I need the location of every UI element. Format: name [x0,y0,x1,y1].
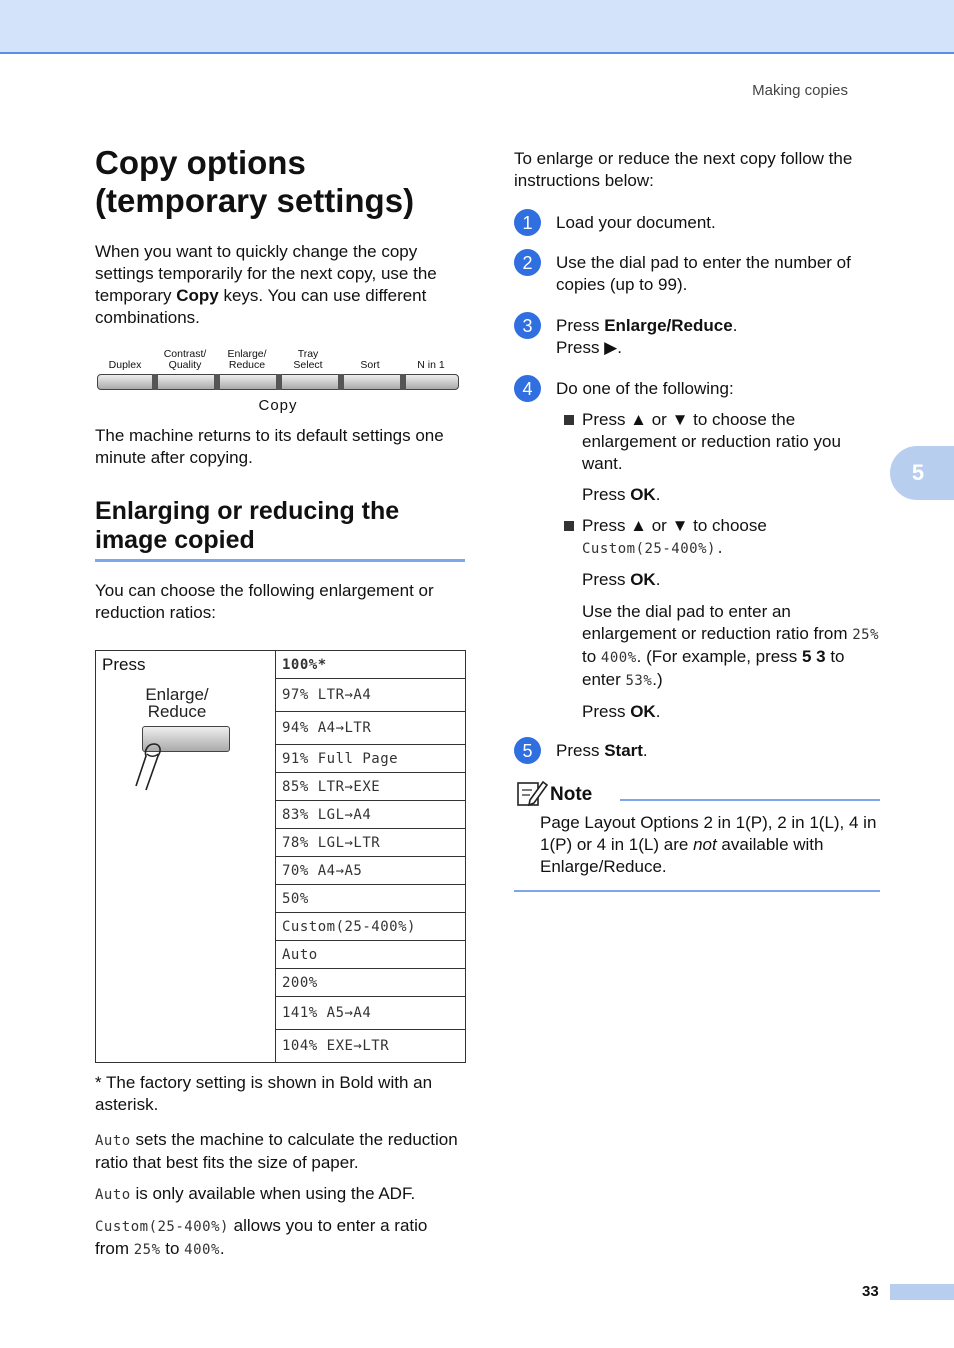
bullet-square-icon [564,415,574,425]
page-number: 33 [862,1283,879,1300]
default-settings-note: The machine returns to its default settings one minute after copying. [95,426,444,467]
step-number-badge: 1 [514,209,541,236]
copy-caption: Copy [258,397,298,414]
option-bullet-1: Press ▲ or ▼ to choose the enlargement or reduction ratio you want. [556,409,880,475]
ratios-intro: You can choose the following enlargement or reduction ratios: [95,581,434,622]
ratio-option: 200% [276,969,466,997]
tray-select-key-label: Tray Select [293,348,323,371]
step-3: 3 Press Enlarge/Reduce. Press ▶. [514,315,880,359]
section-heading: Enlarging or reducing the image copied [95,497,465,562]
ratio-option: Auto [276,941,466,969]
press-label: Press [102,655,146,674]
key-divider [152,374,158,390]
step-4: 4 Do one of the following: [514,378,880,400]
note-pencil-icon [516,778,548,808]
ratio-table [95,650,466,1063]
note-body: Page Layout Options 2 in 1(P), 2 in 1(L), 4 in 1(P) or 4 in 1(L) are not available with Enlarge/Reduce. [514,812,880,892]
step-5: 5 Press Start. [514,740,880,762]
ratio-option: 97% LTR→A4 [276,679,466,712]
key-divider [400,374,406,390]
note-box [514,778,880,892]
instructions-intro: To enlarge or reduce the next copy follow the instructions below: [514,149,853,190]
copy-keys-panel [95,347,461,415]
step-number-badge: 5 [514,737,541,764]
key-divider [276,374,282,390]
note-label: Note [550,784,593,805]
ratio-option: 78% LGL→LTR [276,829,466,857]
enlarge-reduce-illustration [102,686,252,796]
auto-adf-note: Auto is only available when using the ADF. [95,1184,416,1203]
ratio-option: 141% A5→A4 [276,997,466,1030]
dial-pad-instructions: Use the dial pad to enter an enlargement or reduction ratio from 25% to 400%. (For example, press 5 3 to enter 53%.) [582,602,880,689]
press-ok-2: Press OK. [582,570,661,589]
step-number-badge: 4 [514,375,541,402]
intro-paragraph: When you want to quickly change the copy settings temporarily for the next copy, use the temporary Copy keys. You can use different combinations. [95,242,437,327]
button-label-line-1: Enlarge/ [145,685,209,704]
ratio-option: 70% A4→A5 [276,857,466,885]
chapter-tab: 5 [890,446,954,500]
ratio-option: 85% LTR→EXE [276,773,466,801]
running-header: Making copies [752,82,848,99]
press-ok-3: Press OK. [582,702,661,721]
ratio-option: 50% [276,885,466,913]
enlarge-reduce-key-label: Enlarge/ Reduce [227,348,267,371]
n-in-1-key-label: N in 1 [417,359,445,371]
auto-description: Auto sets the machine to calculate the reduction ratio that best fits the size of paper. [95,1130,458,1172]
press-ok-1: Press OK. [582,485,661,504]
ratio-option: 83% LGL→A4 [276,801,466,829]
ratio-option: 100%* [276,651,466,679]
ratio-option: 94% A4→LTR [276,712,466,745]
left-column [95,144,465,1261]
key-divider [214,374,220,390]
step-number-badge: 2 [514,249,541,276]
factory-setting-footnote: * The factory setting is shown in Bold with an asterisk. [95,1073,433,1114]
footer-bar [890,1284,954,1300]
option-bullet-2: Press ▲ or ▼ to choose Custom(25-400%). [556,515,880,560]
finger-press-icon [132,742,172,794]
ratio-option: Custom(25-400%) [276,913,466,941]
page-title: Copy options (temporary settings) [95,144,415,219]
top-banner [0,0,954,54]
button-label-line-2: Reduce [147,702,207,721]
step-number-badge: 3 [514,312,541,339]
step-2: 2 Use the dial pad to enter the number of copies (up to 99). [514,252,880,296]
ratio-option: 104% EXE→LTR [276,1030,466,1063]
duplex-key-label: Duplex [108,359,142,371]
key-divider [338,374,344,390]
sort-key-label: Sort [360,359,380,371]
step-1: 1 Load your document. [514,212,880,234]
contrast-quality-key-label: Contrast/ Quality [163,348,207,371]
note-rule [620,799,880,801]
bullet-square-icon [564,521,574,531]
press-button-cell [96,651,276,1063]
custom-description: Custom(25-400%) allows you to enter a ratio from 25% to 400%. [95,1216,428,1258]
table-row [96,651,466,679]
ratio-option: 91% Full Page [276,745,466,773]
right-column [514,148,880,892]
